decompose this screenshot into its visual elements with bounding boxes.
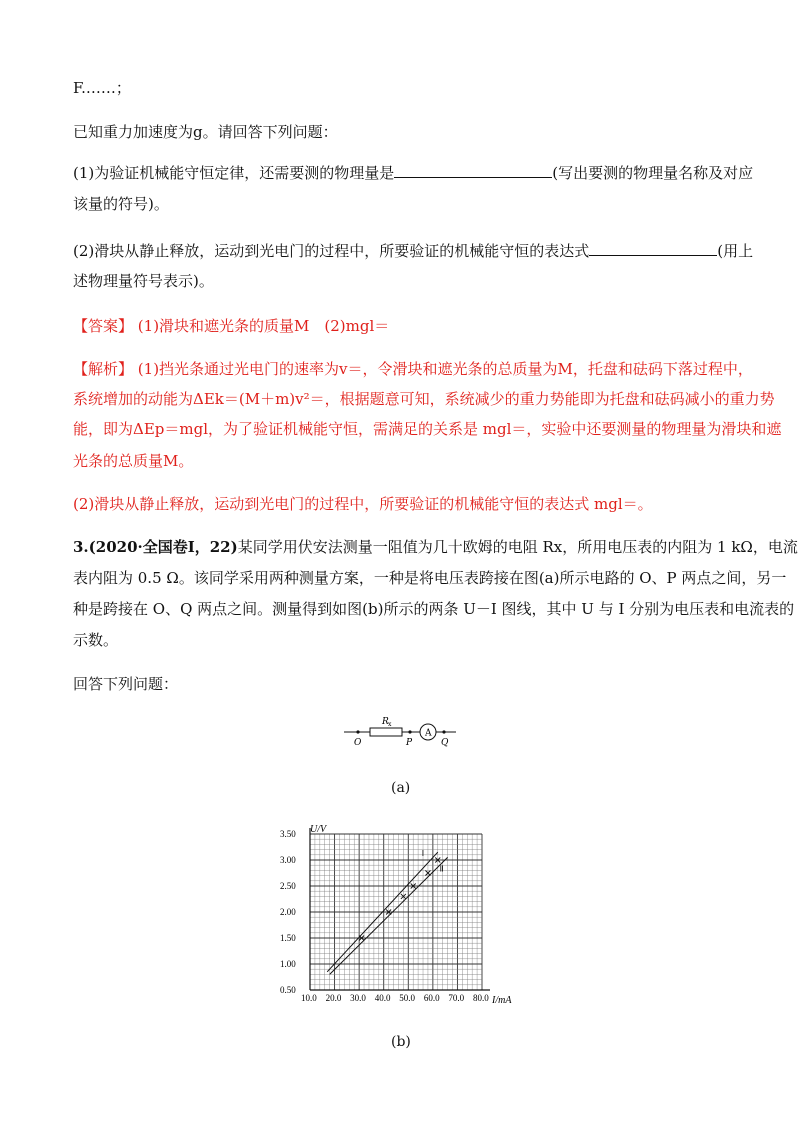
problem-3-number: 3.(2020·全国卷Ⅰ，22): [73, 538, 238, 556]
problem-3-text-4: 示数。: [73, 631, 119, 649]
x-tick-label: 50.0: [399, 993, 416, 1003]
analysis-text-4: 光条的总质量M。: [73, 452, 194, 470]
f-step-line: [73, 77, 131, 99]
node-p-label: P: [406, 738, 413, 748]
circuit-caption: (a): [391, 780, 411, 796]
ammeter-label: A: [425, 728, 432, 739]
known-text: 已知重力加速度为g。请回答下列问题：: [73, 123, 338, 141]
answer-line: [73, 315, 389, 337]
question-1-line-2: [73, 193, 169, 215]
problem-3-text-1: 某同学用伏安法测量一阻值为几十欧姆的电阻 Rx，所用电压表的内阻为 1 kΩ，电流: [237, 538, 798, 556]
node-o-dot: [356, 730, 359, 733]
x-tick-label: 30.0: [350, 993, 366, 1003]
node-p-dot: [408, 730, 411, 733]
problem-3-line-2: [73, 567, 786, 589]
answer-blank-2[interactable]: [589, 241, 717, 256]
analysis-line-4: [73, 450, 193, 472]
y-tick-label: 0.50: [280, 985, 296, 995]
answer-blank-1[interactable]: [394, 163, 552, 178]
x-tick-label: 80.0: [473, 993, 489, 1003]
question-2-line-2: [73, 270, 214, 292]
y-tick-label: 3.50: [280, 829, 296, 839]
y-tick-label: 3.00: [280, 855, 296, 865]
analysis-text-5: (2)滑块从静止释放，运动到光电门的过程中，所要验证的机械能守恒的表达式 mgl＝。: [73, 495, 653, 513]
ui-chart: [270, 822, 540, 1008]
y-tick-label: 1.50: [280, 933, 296, 943]
analysis-line-2: [73, 388, 775, 410]
resistor-subscript: x: [388, 721, 392, 728]
analysis-line-1: [73, 358, 753, 380]
x-tick-label: 60.0: [423, 993, 440, 1003]
y-tick-label: 1.00: [280, 959, 296, 969]
x-tick-label: 70.0: [448, 993, 465, 1003]
question-2-note-2: 述物理量符号表示)。: [73, 272, 214, 290]
problem-3-line-3: [73, 598, 794, 620]
question-1-note: (写出要测的物理量名称及对应: [552, 164, 754, 182]
f-step-text: F.……；: [73, 79, 131, 97]
problem-3-text-3: 种是跨接在 O、Q 两点之间。测量得到如图(b)所示的两条 U－I 图线，其中 U 与 I 分别为电压表和电流表的: [73, 600, 795, 618]
x-tick-label: 20.0: [325, 993, 342, 1003]
reply-text: 回答下列问题：: [73, 675, 179, 693]
node-q-label: Q: [441, 738, 449, 748]
reply-line: [73, 673, 178, 695]
y-tick-label: 2.50: [280, 881, 296, 891]
series-label-1: Ⅰ: [421, 849, 425, 859]
series-label-2: Ⅱ: [439, 864, 444, 874]
question-1-text: (1)为验证机械能守恒定律，还需要测的物理量是: [73, 164, 395, 182]
analysis-line-5: [73, 493, 653, 515]
node-q-dot: [442, 730, 445, 733]
analysis-text-3: 能，即为ΔEp＝mgl，为了验证机械能守恒，需满足的关系是 mgl＝，实验中还要测量的物理量为滑块和遮: [73, 420, 782, 438]
analysis-text-1: (1)挡光条通过光电门的速率为v＝，令滑块和遮光条的总质量为M，托盘和砝码下落过程中，: [137, 360, 753, 378]
node-o-label: O: [354, 738, 362, 748]
question-1-note-2: 该量的符号)。: [73, 195, 169, 213]
question-2-line: [73, 240, 753, 262]
problem-3-line-1: [73, 536, 798, 558]
known-line: [73, 121, 338, 143]
circuit-diagram: [340, 712, 460, 748]
question-1-line: [73, 162, 753, 184]
answer-tag: 【答案】: [73, 317, 134, 335]
analysis-line-3: [73, 418, 781, 440]
chart-caption: (b): [391, 1034, 411, 1050]
chart-grid: [310, 834, 482, 990]
problem-3-line-4: [73, 629, 118, 651]
resistor-label: R: [382, 717, 389, 727]
x-axis-label: I/mA: [492, 995, 512, 1006]
resistor-rx: [370, 728, 402, 736]
answer-text: (1)滑块和遮光条的质量M (2)mgl＝: [137, 317, 390, 335]
question-2-note: (用上: [717, 242, 754, 260]
y-axis-label: U/V: [310, 824, 327, 835]
question-2-text: (2)滑块从静止释放，运动到光电门的过程中，所要验证的机械能守恒的表达式: [73, 242, 590, 260]
y-tick-label: 2.00: [280, 907, 296, 917]
problem-3-text-2: 表内阻为 0.5 Ω。该同学采用两种测量方案，一种是将电压表跨接在图(a)所示电路的 O、P 两点之间，另一: [73, 569, 787, 587]
analysis-tag: 【解析】: [73, 360, 134, 378]
x-tick-label: 10.0: [301, 993, 317, 1003]
chart-axes: [310, 828, 490, 990]
analysis-text-2: 系统增加的动能为ΔEk＝(M＋m)v²＝，根据题意可知，系统减少的重力势能即为托盘和砝码减小的重力势: [73, 390, 775, 408]
x-tick-label: 40.0: [374, 993, 391, 1003]
